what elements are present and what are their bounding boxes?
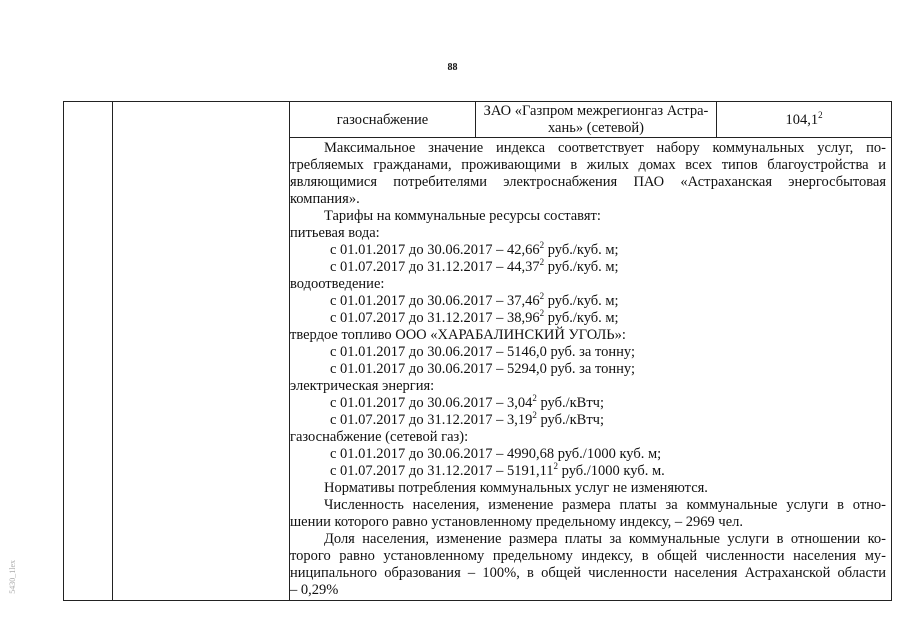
tariff-group-water <box>290 225 886 276</box>
text-line: торого равно установленному предельному индексу, в общей численности населения му- <box>290 548 886 564</box>
tariff-group-title: электрическая энергия: <box>290 378 435 394</box>
text-line: требляемых гражданами, проживающими в жилых домах всех типов благоустройства и <box>290 157 886 173</box>
text-line: Максимальное значение индекса соответствует набору коммунальных услуг, по- <box>324 140 886 156</box>
tariff-item: с 01.07.2017 до 31.12.2017 – 3,19$^2$ руб./кВтч; <box>330 410 604 428</box>
tariff-group-gas <box>290 429 886 480</box>
text-line: шении которого равно установленному предельному индексу, – 2969 чел. <box>290 514 744 530</box>
table-left-border <box>63 101 64 601</box>
provider-line-1: ЗАО «Газпром межрегионгаз Астра- <box>483 103 709 119</box>
page-number: 88 <box>447 62 458 73</box>
text-line: Численность населения, изменение размера платы за коммунальные услуги в отно- <box>324 497 886 513</box>
table-top-border <box>63 101 892 102</box>
document-body <box>290 140 886 599</box>
tariff-item: с 01.07.2017 до 31.12.2017 – 44,37$^2$ руб./куб. м; <box>330 257 619 275</box>
paragraph-max-index <box>290 140 886 208</box>
service-cell <box>290 112 475 129</box>
column-divider-3 <box>475 101 476 138</box>
tariffs-heading: Тарифы на коммунальные ресурсы составят: <box>324 208 601 224</box>
paragraph-share <box>290 531 886 599</box>
tariff-item: с 01.07.2017 до 31.12.2017 – 5191,11$^2$ руб./1000 куб. м. <box>330 461 665 479</box>
index-footnote-mark: 2 <box>818 110 823 121</box>
service-name: газоснабжение <box>336 112 429 128</box>
tariff-group-electricity <box>290 378 886 429</box>
text-line: ниципального образования – 100%, в общей численности населения Астраханской области <box>290 565 886 581</box>
provider-line-2: хань» (сетевой) <box>548 120 644 136</box>
tariff-group-title: твердое топливо ООО «ХАРАБАЛИНСКИЙ УГОЛЬ»: <box>290 327 626 343</box>
tariff-item: с 01.01.2017 до 30.06.2017 – 5294,0 руб. за тонну; <box>330 361 635 377</box>
tariff-group-solid-fuel <box>290 327 886 378</box>
tariff-item: с 01.01.2017 до 30.06.2017 – 37,46$^2$ руб./куб. м; <box>330 291 619 309</box>
index-cell <box>717 112 891 129</box>
tariff-item: с 01.01.2017 до 30.06.2017 – 42,66$^2$ руб./куб. м; <box>330 240 619 258</box>
text-line: Доля населения, изменение размера платы за коммунальные услуги в отношении ко- <box>324 531 886 547</box>
tariff-group-sewerage <box>290 276 886 327</box>
index-value: 104,1 <box>785 112 819 128</box>
tariff-group-title: питьевая вода: <box>290 225 380 241</box>
column-divider-1 <box>112 101 113 601</box>
tariff-item: с 01.01.2017 до 30.06.2017 – 5146,0 руб. за тонну; <box>330 344 635 360</box>
tariff-group-title: водоотведение: <box>290 276 385 292</box>
text-line: являющимися потребителями электроснабжения ПАО «Астраханская энергосбытовая <box>290 174 886 190</box>
tariff-item: с 01.07.2017 до 31.12.2017 – 38,96$^2$ руб./куб. м; <box>330 308 619 326</box>
table-right-border <box>891 101 892 601</box>
scan-margin-mark: 5430_1lex <box>8 560 17 594</box>
paragraph-population <box>290 497 886 531</box>
norms-text: Нормативы потребления коммунальных услуг не изменяются. <box>324 480 708 496</box>
tariff-item: с 01.01.2017 до 30.06.2017 – 4990,68 руб./1000 куб. м; <box>330 446 662 462</box>
tariff-group-title: газоснабжение (сетевой газ): <box>290 429 469 445</box>
table-bottom-border <box>63 600 892 601</box>
provider-cell <box>477 103 715 137</box>
tariff-item: с 01.01.2017 до 30.06.2017 – 3,04$^2$ руб./кВтч; <box>330 393 604 411</box>
text-line: компания». <box>290 191 360 207</box>
row-separator <box>289 137 892 138</box>
text-line: – 0,29% <box>290 582 339 598</box>
